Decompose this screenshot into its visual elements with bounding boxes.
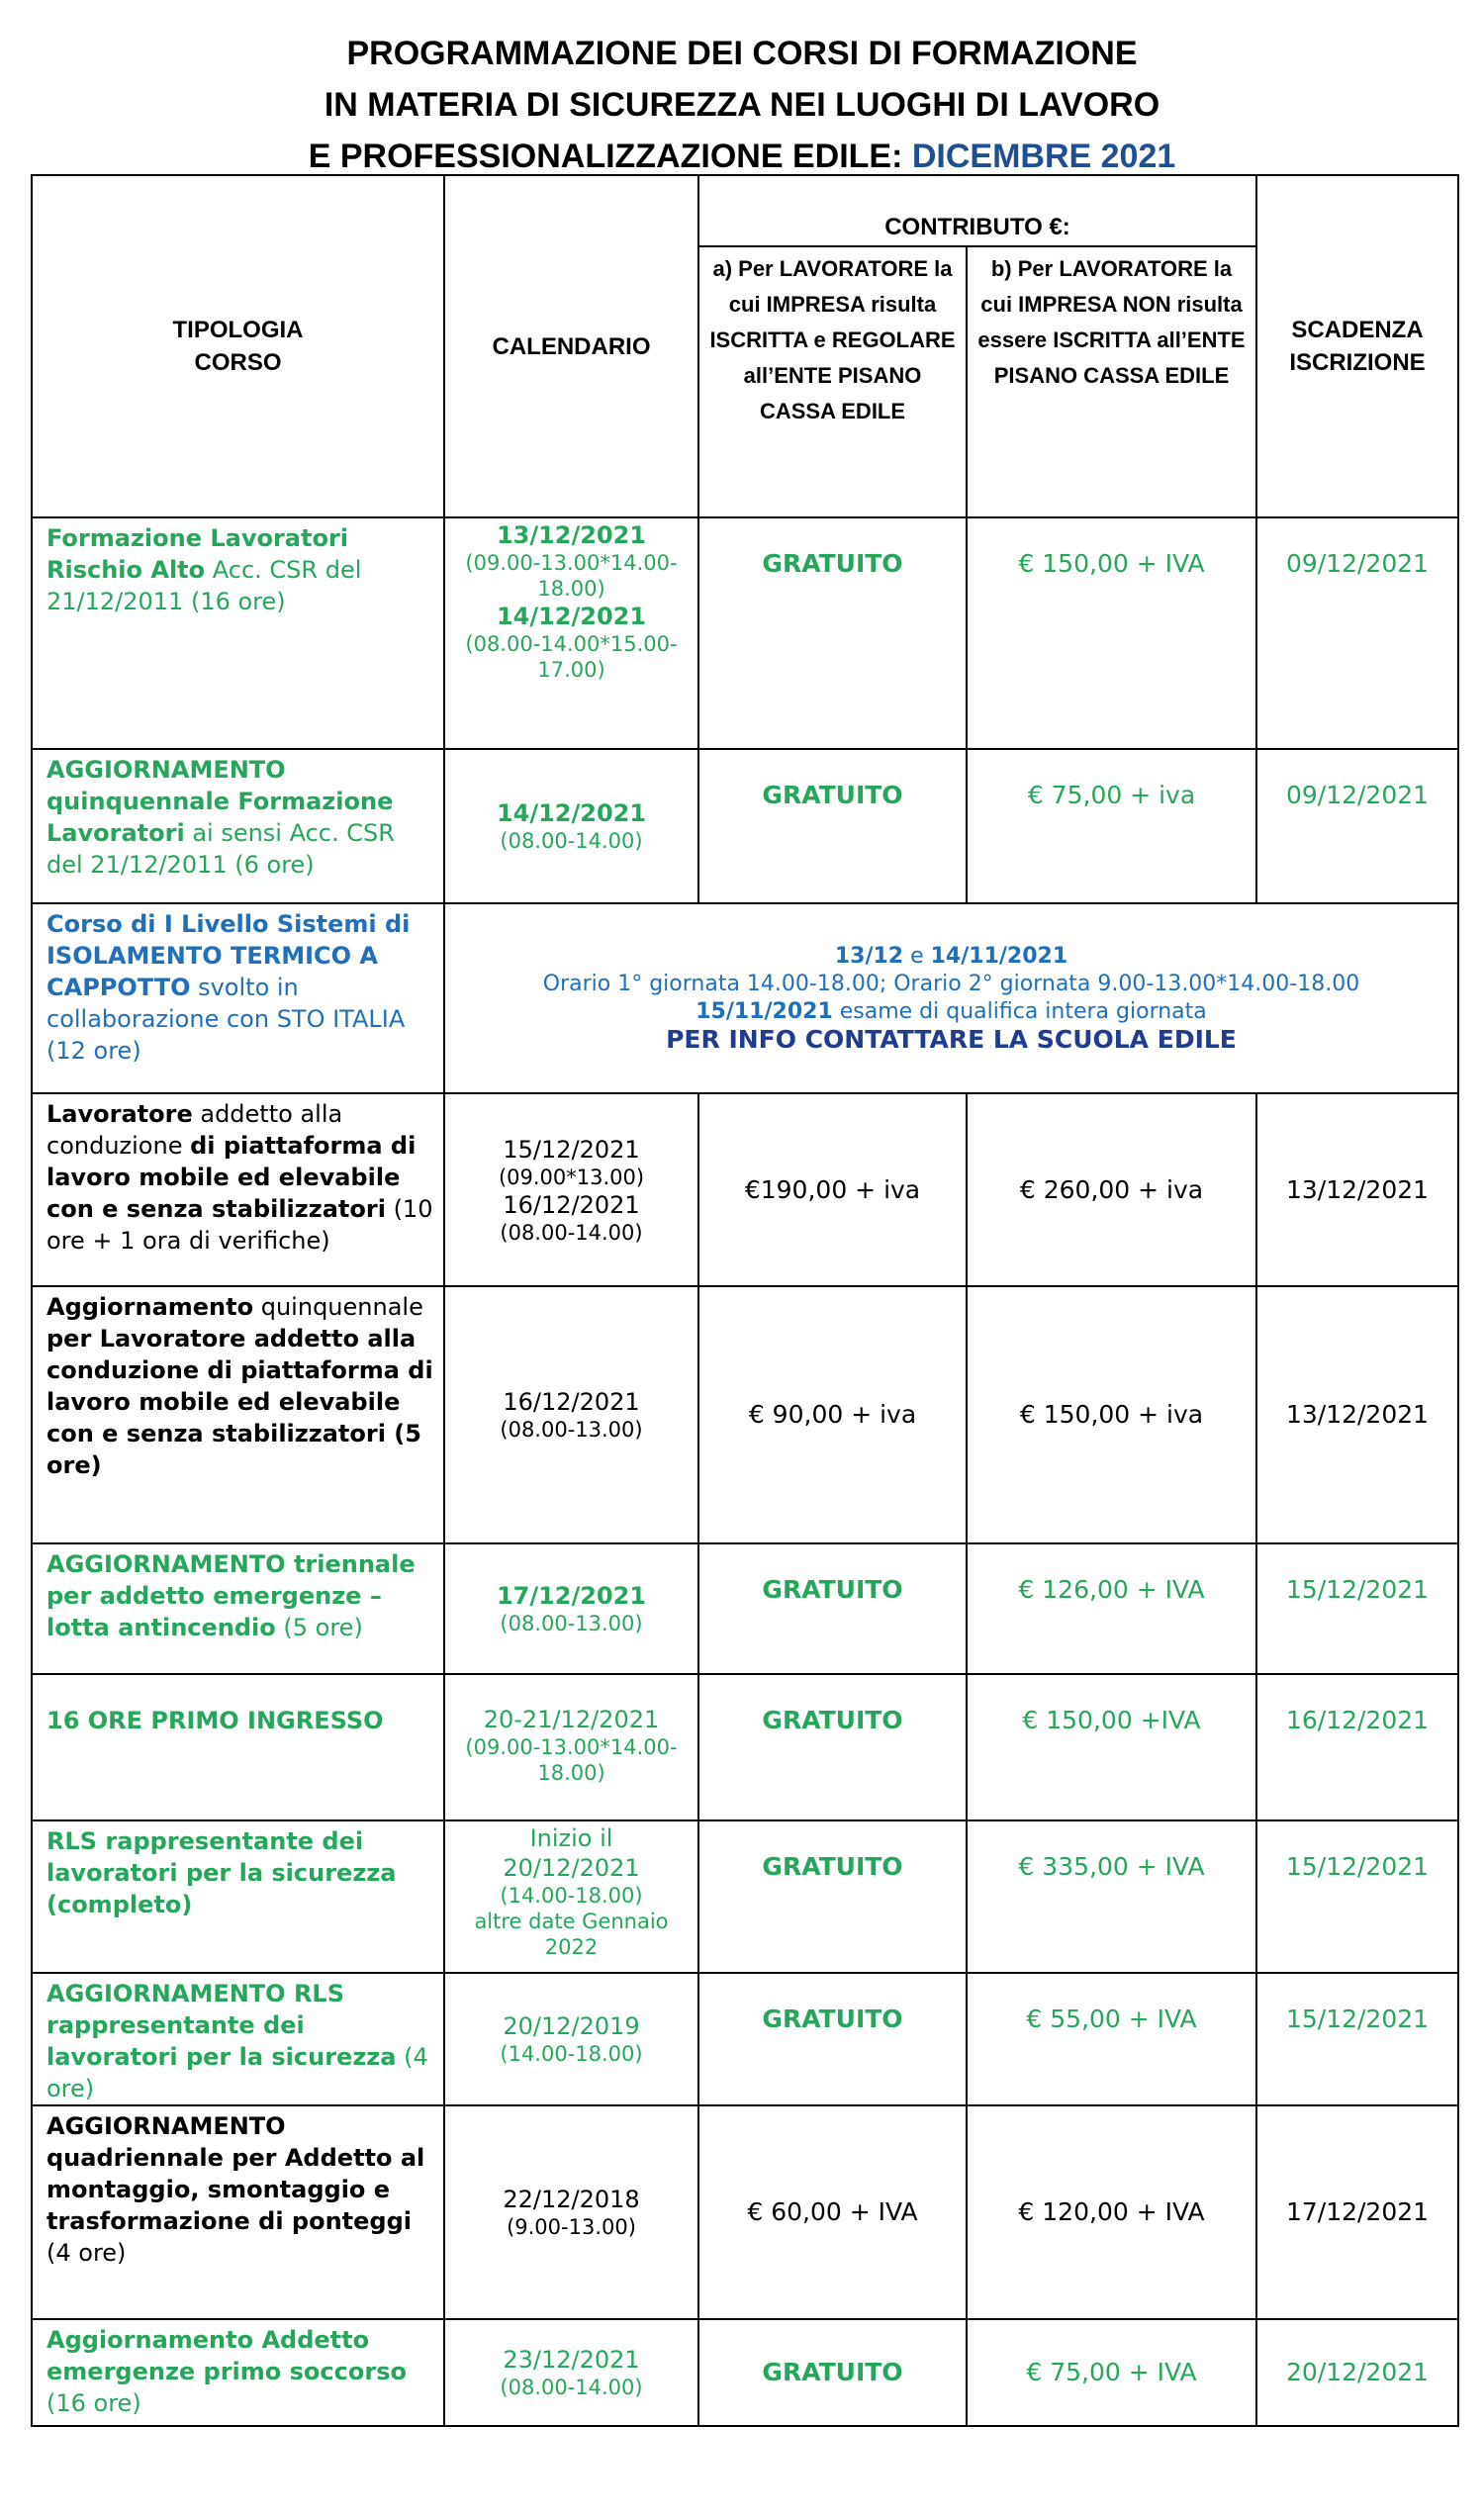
course-title: Aggiornamento Addetto emergenze primo soccorso (46, 2326, 407, 2385)
contributo-a-value: GRATUITO (762, 2358, 903, 2386)
merged-exam-date: 15/11/2021 (696, 999, 833, 1024)
course-date: 16/12/2021 (503, 1190, 640, 1219)
course-title: 16 ORE PRIMO INGRESSO (46, 1707, 384, 1734)
contributo-a-value: GRATUITO (762, 781, 903, 809)
scadenza: 15/12/2021 (1256, 1543, 1458, 1674)
contributo-a-value: GRATUITO (762, 1575, 903, 1604)
contributo-a-value: GRATUITO (762, 1706, 903, 1734)
scadenza: 15/12/2021 (1256, 1973, 1458, 2105)
course-calendar (444, 2105, 698, 2319)
contributo-b: € 75,00 + IVA (967, 2319, 1256, 2426)
course-title: AGGIORNAMENTO quinquennale Formazione Lavoratori (46, 756, 394, 847)
title-line-1: PROGRAMMAZIONE DEI CORSI DI FORMAZIONE (346, 35, 1138, 72)
course-date: 20/12/2021 (503, 1854, 640, 1882)
course-name (32, 903, 444, 1093)
course-hours: (09.00*13.00) (498, 1165, 645, 1189)
scadenza: 15/12/2021 (1256, 1820, 1458, 1973)
course-title: Formazione Lavoratori Rischio Alto (46, 524, 349, 584)
scadenza: 13/12/2021 (1256, 1093, 1458, 1286)
merged-date-1: 13/12 (834, 944, 904, 969)
course-name (32, 1093, 444, 1286)
contributo-a-value: GRATUITO (762, 2005, 903, 2033)
header-scadenza-text: SCADENZA ISCRIZIONE (1289, 317, 1426, 376)
course-details: quinquennale (253, 1293, 423, 1321)
course-calendar (444, 1973, 698, 2105)
course-date: 22/12/2018 (503, 2186, 640, 2213)
course-calendar (444, 1093, 698, 1286)
course-title-cont: di piattaforma di lavoro mobile ed elevabile con e senza stabilizzatori (46, 1132, 417, 1223)
course-details: Acc. CSR del 21/12/2011 (16 ore) (46, 556, 362, 615)
table-row (32, 1543, 1458, 1674)
contributo-b: € 150,00 + IVA (967, 517, 1256, 749)
contributo-a: € 60,00 + IVA (698, 2105, 967, 2319)
scadenza: 20/12/2021 (1256, 2319, 1458, 2426)
merged-date-2: 14/11/2021 (930, 944, 1068, 969)
course-hours: (09.00-13.00*14.00-18.00) (465, 1735, 678, 1785)
course-duration: (10 ore + 1 ora di verifiche) (46, 1195, 433, 1255)
table-row (32, 1093, 1458, 1286)
course-date: 14/12/2021 (496, 799, 647, 827)
scadenza: 09/12/2021 (1256, 517, 1458, 749)
contributo-a (698, 1674, 967, 1820)
table-row (32, 1674, 1458, 1820)
merged-dates (450, 943, 1452, 971)
course-title: AGGIORNAMENTO quadriennale per Addetto al montaggio, smontaggio e trasformazione di ponteggi (46, 2112, 425, 2235)
contributo-b: € 55,00 + IVA (967, 1973, 1256, 2105)
table-row (32, 1286, 1458, 1543)
table-row (32, 749, 1458, 903)
header-contributo: CONTRIBUTO €: (698, 175, 1256, 246)
contributo-b: € 120,00 + IVA (967, 2105, 1256, 2319)
contributo-a (698, 749, 967, 903)
scadenza: 16/12/2021 (1256, 1674, 1458, 1820)
course-hours: (9.00-13.00) (507, 2215, 636, 2239)
course-calendar (444, 749, 698, 903)
courses-table (31, 174, 1459, 2427)
course-details: (16 ore) (46, 2389, 141, 2417)
contributo-a (698, 2319, 967, 2426)
course-name (32, 749, 444, 903)
course-title: Lavoratore (46, 1100, 193, 1128)
course-title: AGGIORNAMENTO triennale per addetto emergenze –lotta antincendio (46, 1550, 416, 1641)
course-details: (4 ore) (46, 2239, 127, 2267)
header-tipologia-text: TIPOLOGIA CORSO (172, 317, 304, 376)
course-calendar (444, 1674, 698, 1820)
course-calendar (444, 1820, 698, 1973)
contributo-b: € 150,00 + iva (967, 1286, 1256, 1543)
course-title-cont: per Lavoratore addetto alla conduzione di piattaforma di lavoro mobile ed elevabile con e senza stabilizzatori (5 ore) (46, 1325, 433, 1479)
course-hours: (08.00-14.00*15.00-17.00) (465, 632, 678, 682)
merged-schedule: Orario 1° giornata 14.00-18.00; Orario 2° giornata 9.00-13.00*14.00-18.00 (542, 972, 1360, 996)
course-name (32, 517, 444, 749)
title-month: DICEMBRE 2021 (911, 138, 1176, 175)
page-title (0, 28, 1484, 182)
course-hours: (08.00-13.00) (500, 1418, 643, 1442)
title-line-2: IN MATERIA DI SICUREZZA NEI LUOGHI DI LAVORO (324, 86, 1160, 124)
header-scadenza (1256, 175, 1458, 517)
contributo-a (698, 1820, 967, 1973)
merged-info-notice: PER INFO CONTATTARE LA SCUOLA EDILE (666, 1025, 1237, 1054)
table-row (32, 1973, 1458, 2105)
course-name (32, 2319, 444, 2426)
contributo-b: € 126,00 + IVA (967, 1543, 1256, 1674)
merged-and: e (903, 944, 931, 969)
contributo-a-value: GRATUITO (762, 1852, 903, 1881)
contributo-b: € 260,00 + iva (967, 1093, 1256, 1286)
table-row (32, 517, 1458, 749)
course-name (32, 1820, 444, 1973)
scadenza: 09/12/2021 (1256, 749, 1458, 903)
course-details: (5 ore) (275, 1614, 363, 1641)
course-date-prefix: Inizio il (529, 1824, 613, 1852)
course-date: 20/12/2019 (503, 2012, 640, 2040)
header-contributo-b: b) Per LAVORATORE la cui IMPRESA NON risulta essere ISCRITTA all’ENTE PISANO CASSA EDILE (967, 246, 1256, 517)
contributo-b: € 150,00 +IVA (967, 1674, 1256, 1820)
header-tipologia (32, 175, 444, 517)
scadenza: 13/12/2021 (1256, 1286, 1458, 1543)
table-row (32, 903, 1458, 1093)
course-calendar (444, 1286, 698, 1543)
course-hours: (14.00-18.00) (500, 1884, 643, 1908)
table-row (32, 2319, 1458, 2426)
course-title: RLS rappresentante dei lavoratori per la sicurezza (completo) (46, 1827, 397, 1918)
contributo-a (698, 1543, 967, 1674)
course-calendar (444, 517, 698, 749)
course-date: 13/12/2021 (496, 521, 647, 549)
contributo-a-value: GRATUITO (762, 549, 903, 578)
course-name (32, 1973, 444, 2105)
course-details: ai sensi Acc. CSR del 21/12/2011 (6 ore) (46, 819, 395, 879)
course-hours: (08.00-14.00) (500, 2376, 643, 2399)
course-hours: (08.00-14.00) (500, 829, 643, 853)
course-date: 17/12/2021 (496, 1582, 647, 1610)
contributo-a: € 90,00 + iva (698, 1286, 967, 1543)
course-calendar (444, 1543, 698, 1674)
scadenza: 17/12/2021 (1256, 2105, 1458, 2319)
course-hours: (09.00-13.00*14.00-18.00) (465, 551, 678, 601)
course-date: 16/12/2021 (503, 1388, 640, 1416)
title-line-3-text: E PROFESSIONALIZZAZIONE EDILE: (308, 138, 912, 175)
course-name (32, 1286, 444, 1543)
course-name (32, 1674, 444, 1820)
course-name (32, 2105, 444, 2319)
course-date: 20-21/12/2021 (483, 1706, 660, 1733)
course-calendar (444, 2319, 698, 2426)
header-calendario: CALENDARIO (444, 175, 698, 517)
merged-exam (450, 998, 1452, 1026)
course-title: Aggiornamento (46, 1293, 254, 1321)
course-title: AGGIORNAMENTO RLS rappresentante dei lavoratori per la sicurezza (46, 1980, 397, 2071)
course-date: 15/12/2021 (503, 1135, 640, 1164)
course-date: 14/12/2021 (496, 603, 647, 630)
course-other-dates: altre date Gennaio 2022 (474, 1910, 669, 1959)
course-hours: (08.00-14.00) (500, 1220, 643, 1245)
course-date: 23/12/2021 (503, 2346, 640, 2374)
contributo-b: € 335,00 + IVA (967, 1820, 1256, 1973)
table-row (32, 2105, 1458, 2319)
merged-exam-text: esame di qualifica intera giornata (832, 999, 1207, 1024)
course-merged-info (444, 903, 1458, 1093)
course-details: svolto in collaborazione con STO ITALIA (12 ore) (46, 974, 406, 1065)
header-contributo-a: a) Per LAVORATORE la cui IMPRESA risulta ISCRITTA e REGOLARE all’ENTE PISANO CASSA EDILE (698, 246, 967, 517)
course-hours: (14.00-18.00) (500, 2042, 643, 2066)
table-row (32, 1820, 1458, 1973)
contributo-a (698, 517, 967, 749)
course-hours: (08.00-13.00) (500, 1612, 643, 1635)
contributo-a (698, 1973, 967, 2105)
contributo-b: € 75,00 + iva (967, 749, 1256, 903)
contributo-a: €190,00 + iva (698, 1093, 967, 1286)
course-name (32, 1543, 444, 1674)
course-title: Corso di I Livello Sistemi di ISOLAMENTO TERMICO A CAPPOTTO (46, 910, 411, 1001)
course-details: (4 ore) (46, 2043, 428, 2102)
course-details: addetto alla conduzione (46, 1100, 343, 1160)
